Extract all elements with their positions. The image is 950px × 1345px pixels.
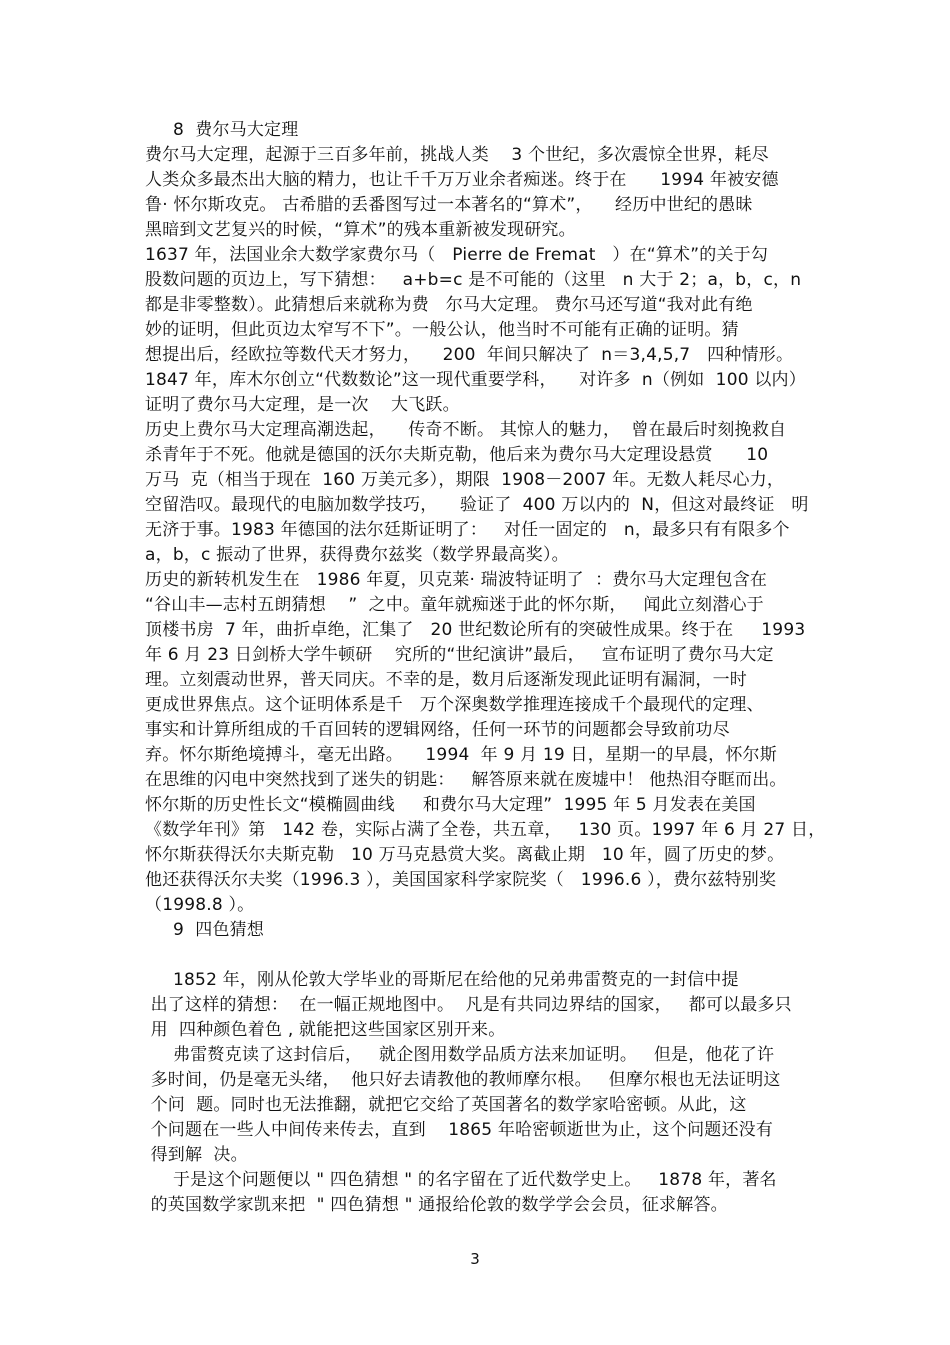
text-line: 《数学年刊》第 142 卷，实际占满了全卷，共五章， 130 页。1997 年 6 月 27 日，: [145, 820, 826, 840]
text-line: 人类众多最杰出大脑的精力，也让千千万万业余者痴迷。终于在 1994 年被安德: [145, 170, 779, 190]
text-line: 鲁· 怀尔斯攻克。 古希腊的丢番图写过一本著名的“算术”， 经历中世纪的愚昧: [145, 195, 753, 215]
text-line: 出了这样的猜想： 在一幅正规地图中。 凡是有共同边界结的国家， 都可以最多只: [145, 995, 792, 1015]
text-line: 1847 年，库木尔创立“代数数论”这一现代重要学科， 对许多 n（例如 100 以内）: [145, 370, 806, 390]
text-line: 想提出后，经欧拉等数代天才努力， 200 年间只解决了 n＝3,4,5,7 四种情形。: [145, 345, 794, 365]
text-line: 事实和计算所组成的千百回转的逻辑网络，任何一环节的问题都会导致前功尽: [145, 720, 730, 740]
text-line: 都是非零整数）。此猜想后来就称为费 尔马大定理。 费尔马还写道“我对此有绝: [145, 295, 753, 315]
text-line: 得到解 决。: [145, 1145, 248, 1165]
text-line: 历史上费尔马大定理高潮迭起， 传奇不断。 其惊人的魅力， 曾在最后时刻挽救自: [145, 420, 787, 440]
text-line: 用 四种颜色着色 , 就能把这些国家区别开来。: [145, 1020, 506, 1040]
text-line: 杀青年于不死。他就是德国的沃尔夫斯克勒，他后来为费尔马大定理设悬赏 10: [145, 445, 769, 465]
text-line: 更成世界焦点。这个证明体系是千 万个深奥数学推理连接成千个最现代的定理、: [145, 695, 764, 715]
text-line: 1637 年，法国业余大数学家费尔马（ Pierre de Fremat ）在“算术”的关于勾: [145, 245, 769, 265]
text-line: 股数问题的页边上，写下猜想： a+b=c 是不可能的（这里 n 大于 2；a，b，c，n: [145, 270, 802, 290]
text-line: （1998.8 ）。: [145, 895, 255, 915]
text-line: 无济于事。1983 年德国的法尔廷斯证明了： 对任一固定的 n，最多只有有限多个: [145, 520, 790, 540]
text-line: 顶楼书房 7 年，曲折卓绝，汇集了 20 世纪数论所有的突破性成果。终于在 1993: [145, 620, 806, 640]
text-line: 万马 克（相当于现在 160 万美元多），期限 1908－2007 年。无数人耗尽心力，: [145, 470, 785, 490]
section-heading: 8 费尔马大定理: [145, 120, 299, 140]
text-line: 弗雷赘克读了这封信后， 就企图用数学品质方法来加证明。 但是，他花了许: [145, 1045, 775, 1065]
text-line: 多时间，仍是毫无头绪， 他只好去请教他的教师摩尔根。 但摩尔根也无法证明这: [145, 1070, 781, 1090]
text-line: 于是这个问题便以 " 四色猜想 " 的名字留在了近代数学史上。 1878 年，著名: [145, 1170, 777, 1190]
text-line: 年 6 月 23 日剑桥大学牛顿研 究所的“世纪演讲”最后， 宣布证明了费尔马大定: [145, 645, 774, 665]
text-line: 空留浩叹。最现代的电脑加数学技巧， 验证了 400 万以内的 N，但这对最终证 明: [145, 495, 809, 515]
page-number: 3: [470, 1250, 480, 1268]
text-line: 个问 题。同时也无法推翻，就把它交给了英国著名的数学家哈密顿。从此，这: [145, 1095, 747, 1115]
text-line: 个问题在一些人中间传来传去，直到 1865 年哈密顿逝世为止，这个问题还没有: [145, 1120, 774, 1140]
section-heading: 9 四色猜想: [145, 920, 265, 940]
text-line: 的英国数学家凯来把 " 四色猜想 " 通报给伦敦的数学学会会员，征求解答。: [145, 1195, 728, 1215]
text-line: 妙的证明，但此页边太窄写不下”。一般公认，他当时不可能有正确的证明。猜: [145, 320, 739, 340]
text-line: 历史的新转机发生在 1986 年夏，贝克莱· 瑞波特证明了 ：费尔马大定理包含在: [145, 570, 768, 590]
text-line: 1852 年，刚从伦敦大学毕业的哥斯尼在给他的兄弟弗雷赘克的一封信中提: [145, 970, 739, 990]
text-line: 证明了费尔马大定理，是一次 大飞跃。: [145, 395, 460, 415]
text-line: 怀尔斯的历史性长文“模椭圆曲线 和费尔马大定理” 1995 年 5 月发表在美国: [145, 795, 756, 815]
text-line: “谷山丰—志村五朗猜想 ” 之中。童年就痴迷于此的怀尔斯， 闻此立刻潜心于: [145, 595, 764, 615]
text-line: a，b，c 振动了世界，获得费尔兹奖（数学界最高奖）。: [145, 545, 569, 565]
text-line: 他还获得沃尔夫奖（1996.3 ），美国国家科学家院奖（ 1996.6 ），费尔兹特别奖: [145, 870, 777, 890]
text-line: 弃。怀尔斯绝境搏斗，毫无出路。 1994 年 9 月 19 日，星期一的早晨，怀尔斯: [145, 745, 777, 765]
text-line: 理。立刻震动世界，普天同庆。不幸的是，数月后逐渐发现此证明有漏洞，一时: [145, 670, 747, 690]
text-line: 在思维的闪电中突然找到了迷失的钥匙： 解答原来就在废墟中！ 他热泪夺眶而出。: [145, 770, 787, 790]
text-line: 怀尔斯获得沃尔夫斯克勒 10 万马克悬赏大奖。离截止期 10 年，圆了历史的梦。: [145, 845, 785, 865]
text-line: 黑暗到文艺复兴的时候，“算术”的残本重新被发现研究。: [145, 220, 576, 240]
text-line: 费尔马大定理，起源于三百多年前，挑战人类 3 个世纪，多次震惊全世界，耗尽: [145, 145, 769, 165]
